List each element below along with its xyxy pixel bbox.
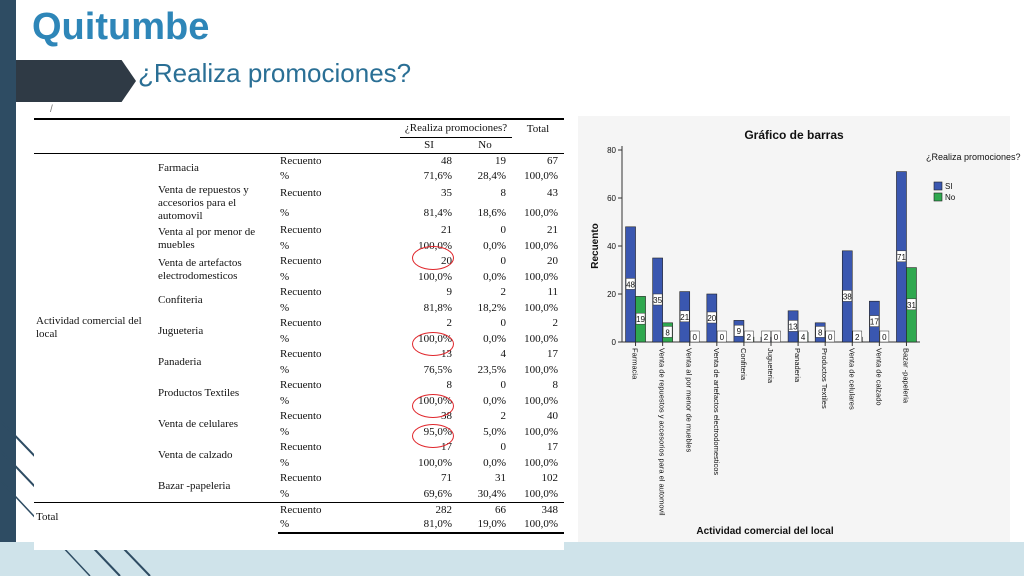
chart-title: Gráfico de barras: [744, 128, 844, 142]
data-label: 17: [869, 317, 879, 327]
table-row: [34, 153, 564, 169]
data-label: 20: [707, 314, 717, 323]
table-cell: 30,4%: [477, 487, 507, 500]
table-cell: 18,6%: [477, 206, 507, 219]
stat-label: Recuento: [280, 348, 322, 361]
slide-title: Quitumbe: [32, 6, 210, 48]
table-cell: 67: [547, 154, 559, 167]
table-cell: 40: [547, 410, 559, 423]
stat-label: Recuento: [280, 224, 322, 237]
table-cell: 35: [441, 187, 453, 200]
arrow-tab: [16, 60, 136, 102]
data-label: 19: [636, 315, 645, 325]
data-label: 35: [653, 296, 663, 305]
stat-label: %: [280, 425, 290, 438]
table-cell: 8: [500, 187, 507, 200]
data-label: 0: [827, 333, 833, 342]
stat-label: %: [280, 394, 290, 407]
table-cell: 23,5%: [477, 363, 507, 376]
table-cell: 0,0%: [483, 456, 507, 469]
table-cell: 0: [500, 441, 507, 454]
table-cell: 2: [446, 317, 453, 330]
stat-label: Recuento: [280, 317, 322, 330]
legend-label: No: [945, 193, 956, 202]
y-tick-label: 20: [607, 290, 616, 299]
table-cell: 17: [441, 441, 453, 454]
table-cell: 2: [552, 317, 559, 330]
table-cell: 95,0%: [423, 425, 453, 438]
stat-label: Recuento: [278, 502, 400, 518]
table-cell: 38: [441, 410, 453, 423]
data-label: 2: [855, 333, 860, 342]
table-cell: 43: [547, 187, 559, 200]
data-label: 13: [788, 322, 798, 332]
table-cell: 100,0%: [524, 270, 559, 283]
table-cell: 100,0%: [524, 169, 559, 182]
data-label: 48: [626, 280, 635, 290]
row-category: Productos Textiles: [158, 387, 240, 399]
x-tick-label: Jugueteria: [766, 348, 775, 384]
table-cell: 81,4%: [423, 206, 453, 219]
data-label: 2: [763, 333, 769, 342]
legend-title: ¿Realiza promociones?: [926, 152, 1021, 162]
bar-chart-panel: [578, 116, 1021, 542]
table-cell: 0,0%: [483, 394, 507, 407]
stat-label: Recuento: [280, 472, 322, 485]
stat-label: Recuento: [280, 187, 322, 200]
stat-label: %: [280, 456, 290, 469]
stat-label: %: [280, 487, 290, 500]
row-category: Farmacia: [158, 162, 199, 175]
data-label: 31: [907, 300, 916, 310]
data-label: 0: [882, 333, 887, 342]
x-tick-label: Confiteria: [738, 348, 748, 381]
stat-label: Recuento: [280, 286, 322, 299]
table-cell: 13: [441, 348, 453, 361]
table-cell: 81,8%: [423, 301, 453, 314]
table-cell: 8: [552, 379, 559, 392]
table-cell: 100,0%: [418, 456, 453, 469]
row-group-label: Actividad comercial del local: [36, 314, 142, 340]
x-tick-label: Venta al por menor de muebles: [684, 348, 694, 453]
table-cell: 100,0%: [524, 394, 559, 407]
table-cell: 66: [458, 502, 512, 518]
table-cell: 17: [547, 348, 559, 361]
table-cell: 9: [446, 286, 453, 299]
table-cell: 21: [441, 224, 453, 237]
stat-label: %: [280, 270, 290, 283]
row-category: Venta de celulares: [158, 418, 239, 430]
row-category: Venta al por menor de muebles: [158, 225, 256, 251]
y-tick-label: 80: [607, 146, 616, 155]
table-cell: 0,0%: [483, 332, 507, 345]
bar-chart: [578, 116, 1021, 542]
table-cell: 20: [547, 255, 559, 268]
table-cell: 20: [441, 255, 453, 268]
data-label: 21: [680, 312, 690, 322]
table-cell: 100,0%: [418, 239, 453, 252]
y-tick-label: 60: [607, 194, 616, 203]
table-cell: 31: [495, 472, 507, 485]
table-cell: 2: [500, 410, 507, 423]
table-cell: 100,0%: [524, 239, 559, 252]
stat-label: %: [280, 239, 290, 252]
stat-label: Recuento: [280, 154, 322, 167]
table-cell: 100,0%: [524, 301, 559, 314]
table-cell: 8: [446, 379, 453, 392]
table-cell: 100,0%: [512, 518, 564, 534]
y-tick-label: 0: [611, 338, 616, 347]
crosstab-table: [34, 118, 564, 550]
table-cell: 17: [547, 441, 559, 454]
legend-swatch: [934, 182, 942, 190]
row-category: Jugueteria: [158, 325, 204, 337]
data-label: 0: [719, 333, 725, 342]
table-cell: 0: [500, 379, 507, 392]
table-cell: 0,0%: [483, 270, 507, 283]
table-cell: 100,0%: [524, 363, 559, 376]
table-cell: 100,0%: [418, 270, 453, 283]
legend-swatch: [934, 193, 942, 201]
table-cell: 348: [512, 502, 564, 518]
data-label: 0: [692, 333, 697, 342]
data-label: 9: [736, 327, 742, 337]
stat-label: Recuento: [280, 441, 322, 454]
stat-label: %: [280, 363, 290, 376]
x-tick-label: Farmacia: [630, 348, 640, 380]
col-si-header: SI: [400, 137, 458, 153]
data-label: 38: [842, 292, 852, 302]
data-label: 0: [773, 333, 779, 342]
table-cell: 100,0%: [418, 394, 453, 407]
table-cell: 28,4%: [477, 169, 507, 182]
table-cell: 18,2%: [477, 301, 507, 314]
table-cell: 100,0%: [418, 332, 453, 345]
table-cell: 5,0%: [483, 425, 507, 438]
table-cell: 69,6%: [423, 487, 453, 500]
table-cell: 100,0%: [524, 456, 559, 469]
table-cell: 19,0%: [458, 518, 512, 534]
x-axis-label: Actividad comercial del local: [696, 526, 834, 537]
question-header: ¿Realiza promociones?: [400, 119, 512, 137]
total-label: Total: [34, 502, 278, 533]
table-cell: 0,0%: [483, 239, 507, 252]
slide-subtitle: ¿Realiza promociones?: [138, 58, 412, 88]
x-tick-label: Productos Textiles: [820, 348, 830, 409]
table-cell: 76,5%: [423, 363, 453, 376]
stat-label: %: [280, 332, 290, 345]
x-tick-label: Bazar -papeleria: [901, 348, 911, 404]
slide-mark: /: [50, 104, 53, 115]
legend-label: SI: [945, 182, 953, 191]
data-label: 8: [665, 328, 670, 338]
data-label: 4: [800, 333, 806, 342]
table-cell: 48: [441, 154, 453, 167]
table-cell: 100,0%: [524, 206, 559, 219]
table-cell: 81,0%: [400, 518, 458, 534]
table-cell: 19: [495, 154, 507, 167]
table-cell: 0: [500, 224, 507, 237]
table-cell: 11: [547, 286, 559, 299]
stat-label: %: [280, 301, 290, 314]
stat-label: Recuento: [280, 410, 322, 423]
table-cell: 0: [500, 317, 507, 330]
x-tick-label: Venta de repuestos y accesorios para el automovil: [657, 348, 667, 516]
row-category: Venta de artefactos electrodomesticos: [158, 256, 242, 282]
table-cell: 0: [500, 255, 507, 268]
col-no-header: No: [458, 137, 512, 153]
row-category: Venta de repuestos y accesorios para el automovil: [158, 184, 249, 222]
table-cell: 2: [500, 286, 507, 299]
stat-label: Recuento: [280, 255, 322, 268]
row-category: Panaderia: [158, 356, 202, 368]
data-label: 71: [897, 252, 906, 262]
x-tick-label: Venta de artefactos electrodomesticos: [711, 348, 721, 476]
stat-label: %: [280, 169, 290, 182]
row-category: Confiteria: [158, 294, 203, 306]
x-tick-label: Panaderia: [793, 348, 803, 383]
y-axis-label: Recuento: [590, 223, 601, 269]
data-label: 8: [817, 328, 823, 338]
row-category: Venta de calzado: [158, 449, 233, 461]
table-cell: 100,0%: [524, 425, 559, 438]
table-cell: 100,0%: [524, 332, 559, 345]
table-cell: 71,6%: [423, 169, 453, 182]
table-cell: 71: [441, 472, 453, 485]
table-cell: 282: [400, 502, 458, 518]
table-row-total: [34, 502, 564, 518]
x-tick-label: Venta de calzado: [874, 348, 884, 406]
total-header: Total: [512, 119, 564, 137]
table-cell: 21: [547, 224, 559, 237]
stat-label: %: [280, 206, 290, 219]
y-tick-label: 40: [607, 242, 616, 251]
data-label: 2: [746, 333, 752, 342]
stat-label: %: [278, 518, 400, 534]
stat-label: Recuento: [280, 379, 322, 392]
x-tick-label: Venta de celulares: [847, 348, 857, 410]
table-cell: 102: [541, 472, 559, 485]
table-cell: 100,0%: [524, 487, 559, 500]
table-cell: 4: [500, 348, 507, 361]
row-category: Bazar -papeleria: [158, 479, 231, 492]
